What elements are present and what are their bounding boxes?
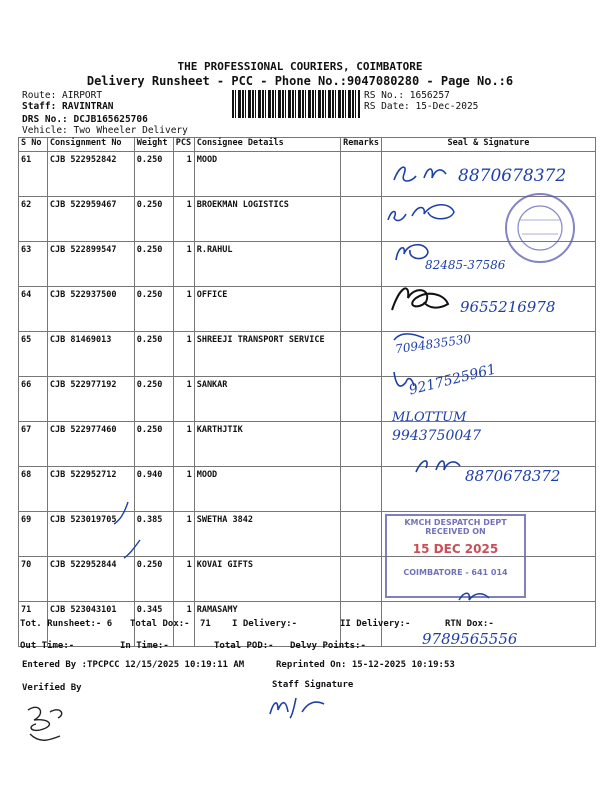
row-sno: 70: [19, 557, 48, 602]
company-seal: [500, 190, 580, 268]
row-consignee: MOOD: [194, 152, 340, 197]
row-consignee: MOOD: [194, 467, 340, 512]
row-pcs: 1: [173, 557, 194, 602]
row-consignment: CJB 81469013: [47, 332, 134, 377]
row-pcs: 1: [173, 467, 194, 512]
row-sno: 63: [19, 242, 48, 287]
table-row: [19, 377, 596, 422]
row-sno: 71: [19, 602, 48, 647]
row-weight: 0.250: [134, 422, 173, 467]
row-consignee: RAMASAMY: [194, 602, 340, 647]
tick-mark-70: [120, 538, 144, 560]
row-consignment: CJB 522977460: [47, 422, 134, 467]
row-pcs: 1: [173, 332, 194, 377]
route-label: Route: AIRPORT: [22, 90, 103, 101]
row-weight: 0.250: [134, 557, 173, 602]
barcode: [232, 90, 360, 118]
tot-runsheet: Tot. Runsheet:- 6: [20, 619, 113, 629]
col-remarks: Remarks: [341, 138, 382, 152]
row-consignment: CJB 522977192: [47, 377, 134, 422]
row-weight: 0.940: [134, 467, 173, 512]
col-pcs: PCS: [173, 138, 194, 152]
row-weight: 0.250: [134, 242, 173, 287]
row-sno: 62: [19, 197, 48, 242]
row-consignment: CJB 522952712: [47, 467, 134, 512]
row-weight: 0.250: [134, 332, 173, 377]
i-delivery: I Delivery:-: [232, 619, 298, 629]
verified-by: Verified By: [22, 683, 82, 693]
row-weight: 0.385: [134, 512, 173, 557]
row-consignment: CJB 522937500: [47, 287, 134, 332]
signature-68: [412, 452, 472, 480]
row-sno: 66: [19, 377, 48, 422]
stamp-line2: RECEIVED ON: [425, 527, 486, 536]
handwritten-name-67: MLOTTUM: [392, 410, 467, 425]
col-seal-signature: Seal & Signature: [381, 138, 595, 152]
table-header-row: [19, 138, 596, 152]
row-pcs: 1: [173, 602, 194, 647]
staff-signature-mark: [266, 694, 330, 720]
row-weight: 0.250: [134, 152, 173, 197]
stamp-date: 15 DEC 2025: [412, 542, 499, 556]
row-pcs: 1: [173, 197, 194, 242]
row-weight: 0.250: [134, 377, 173, 422]
row-consignment: CJB 522952842: [47, 152, 134, 197]
handwritten-phone-63: 82485-37586: [425, 258, 506, 272]
runsheet-subtitle: Delivery Runsheet - PCC - Phone No.:9047080280 - Page No.:6: [86, 74, 514, 88]
row-pcs: 1: [173, 422, 194, 467]
row-pcs: 1: [173, 287, 194, 332]
row-pcs: 1: [173, 512, 194, 557]
ii-delivery: II Delivery:-: [340, 619, 411, 629]
col-consignment: Consignment No: [47, 138, 134, 152]
rs-number: RS No.: 1656257: [364, 90, 450, 101]
staff-label: Staff: RAVINTRAN: [22, 101, 114, 112]
delvy-points: Delvy Points:-: [290, 641, 366, 651]
row-weight: 0.250: [134, 197, 173, 242]
row-sno: 64: [19, 287, 48, 332]
table-row: [19, 422, 596, 467]
row-consignment: CJB 522959467: [47, 197, 134, 242]
total-pod: Total POD:-: [214, 641, 274, 651]
row-consignee: KOVAI GIFTS: [194, 557, 340, 602]
table-row: [19, 332, 596, 377]
row-consignment: CJB 522952844: [47, 557, 134, 602]
row-remarks: [341, 332, 382, 377]
row-consignee: SHREEJI TRANSPORT SERVICE: [194, 332, 340, 377]
col-sno: S No: [19, 138, 48, 152]
staff-signature: Staff Signature: [272, 680, 354, 690]
col-consignee: Consignee Details: [194, 138, 340, 152]
row-consignee: R.RAHUL: [194, 242, 340, 287]
handwritten-rtn-phone: 9789565556: [422, 630, 518, 648]
row-sno: 61: [19, 152, 48, 197]
signature-71: [455, 588, 495, 606]
row-weight: 0.345: [134, 602, 173, 647]
row-remarks: [341, 242, 382, 287]
row-remarks: [341, 557, 382, 602]
row-consignee: SANKAR: [194, 377, 340, 422]
handwritten-phone-68: 8870678372: [465, 467, 561, 485]
row-remarks: [341, 152, 382, 197]
company-title: THE PROFESSIONAL COURIERS, COIMBATORE: [177, 60, 423, 73]
verifier-signature: [20, 700, 80, 746]
row-remarks: [341, 422, 382, 467]
row-consignee: OFFICE: [194, 287, 340, 332]
row-consignee: KARTHJTIK: [194, 422, 340, 467]
row-remarks: [341, 512, 382, 557]
row-consignee: BROEKMAN LOGISTICS: [194, 197, 340, 242]
row-weight: 0.250: [134, 287, 173, 332]
total-dox-value: 71: [200, 619, 211, 629]
row-pcs: 1: [173, 152, 194, 197]
row-pcs: 1: [173, 377, 194, 422]
rs-date: RS Date: 15-Dec-2025: [364, 101, 479, 112]
row-consignment: CJB 523019705: [47, 512, 134, 557]
vehicle-label: Vehicle: Two Wheeler Delivery: [22, 125, 188, 136]
row-consignment: CJB 522899547: [47, 242, 134, 287]
signature-62: [384, 198, 474, 228]
received-stamp: [385, 514, 526, 598]
row-consignment: CJB 523043101: [47, 602, 134, 647]
reprinted-on: Reprinted On: 15-12-2025 10:19:53: [276, 660, 455, 670]
handwritten-phone-66: 9217525961: [407, 361, 498, 399]
handwritten-phone-64: 9655216978: [460, 298, 556, 316]
entered-by: Entered By :TPCPCC 12/15/2025 10:19:11 AM: [22, 660, 245, 670]
row-sno: 69: [19, 512, 48, 557]
col-weight: Weight: [134, 138, 173, 152]
out-time: Out Time:-: [20, 641, 75, 651]
row-remarks: [341, 377, 382, 422]
row-remarks: [341, 287, 382, 332]
tick-mark-69: [110, 500, 134, 528]
rtn-dox: RTN Dox:-: [445, 619, 494, 629]
row-pcs: 1: [173, 242, 194, 287]
row-sno: 67: [19, 422, 48, 467]
row-sno: 68: [19, 467, 48, 512]
total-dox-label: Total Dox:-: [130, 619, 190, 629]
stamp-line1: KMCH DESPATCH DEPT: [404, 518, 507, 527]
handwritten-phone-67: 9943750047: [392, 428, 482, 444]
row-consignee: SWETHA 3842: [194, 512, 340, 557]
row-remarks: [341, 197, 382, 242]
drs-number: DRS No.: DCJB165625706: [22, 114, 148, 125]
row-sno: 65: [19, 332, 48, 377]
handwritten-phone-65: 7094835530: [394, 331, 472, 357]
stamp-line4: COIMBATORE - 641 014: [403, 568, 508, 577]
signature-64: [388, 280, 466, 316]
in-time: In Time:-: [120, 641, 169, 651]
row-remarks: [341, 467, 382, 512]
handwritten-phone-61: 8870678372: [458, 166, 567, 186]
